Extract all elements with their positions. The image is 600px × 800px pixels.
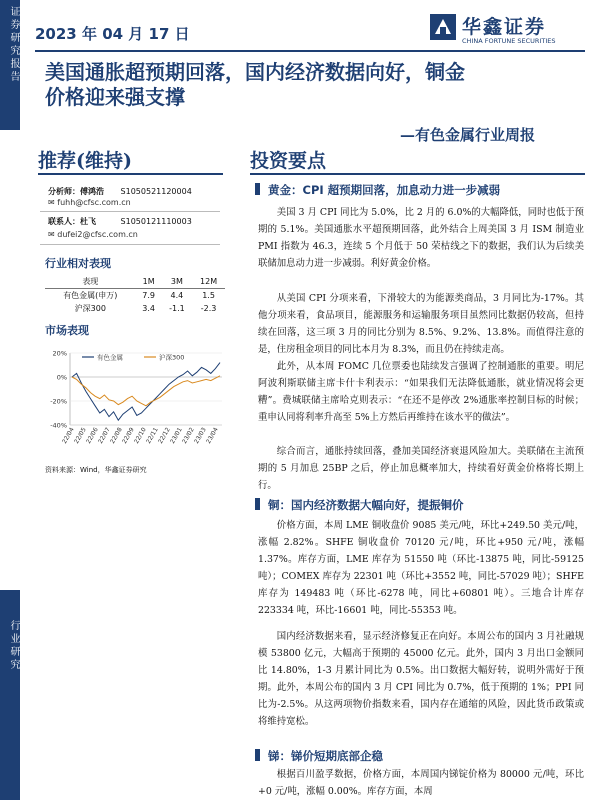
right-heading-divider	[250, 173, 585, 175]
paragraph: 根据百川盈孚数据，价格方面，本周国内锑锭价格为 80000 元/吨，环比+0 元/吨，涨幅 0.00%。库存方面，本周	[258, 769, 584, 797]
report-subtitle: —有色金属行业周报	[400, 126, 536, 144]
analyst-email	[48, 198, 131, 207]
paragraph: 价格方面，本周 LME 铜收盘价 9085 美元/吨，环比+249.50 美元/吨，涨幅 2.82%。SHFE 铜收盘价 70120 元/吨，环比+950 元/吨，涨幅 1.37%。库存方面，LME 库存为 51550 吨（环比-13875 吨，同比-59125 吨）；COMEX 库存为 22301 吨（环比+3552 吨，同比-57029 吨）；SHFE 库存为 149483 吨（环比-6278 吨，同比+60801 吨）。三地合计库存 223334 吨，环比-16601 吨，同比-55353 吨。	[258, 520, 584, 616]
contact-code: S1050121110003	[120, 217, 192, 226]
investment-highlights-heading: 投资要点	[250, 150, 327, 172]
paragraph: 综合而言，通胀持续回落，叠加美国经济衰退风险加大。美联储在主流预期的 5 月加息 25BP 之后，停止加息概率加大，持续看好黄金价格将长期上行。	[258, 446, 584, 491]
perf-col-header: 3M	[170, 277, 183, 286]
x-tick-label: 22/08	[109, 426, 124, 445]
legend-label: 有色金属	[97, 353, 123, 362]
perf-header-row	[45, 275, 225, 289]
paragraph: 从美国 CPI 分项来看，下滑较大的为能源类商品，3 月同比为-17%。其他分项来看，食品项目，能源服务和运输服务项目虽然同比数据仍较高，但持续在回落，这三项 3 月的同比分别为 8.5%、9.2%、13.8%。而值得注意的是，住房租金项目的同比本月为 8.3%，而且仍在持续走高。	[258, 293, 584, 355]
sidebar-top-band	[0, 0, 20, 130]
perf-col-header: 表现	[82, 277, 99, 286]
report-title	[45, 60, 575, 110]
series-line	[72, 363, 220, 421]
table-cell: 7.9	[136, 289, 162, 303]
y-tick-label: -20%	[50, 397, 67, 406]
x-tick-label: 22/11	[145, 426, 160, 445]
section-marker-icon	[255, 183, 260, 195]
y-tick-label: 20%	[52, 349, 67, 358]
perf-table	[45, 275, 225, 315]
logo-text-en: CHINA FORTUNE SECURITIES	[462, 37, 556, 45]
section-antimony-title-text: 锑：锑价短期底部企稳	[268, 749, 383, 763]
series-line	[72, 376, 220, 406]
market-title: 市场表现	[45, 324, 89, 337]
x-tick-label: 23/04	[205, 426, 220, 445]
x-tick-label: 22/05	[73, 426, 88, 445]
x-tick-label: 22/04	[61, 426, 76, 445]
paragraph: 国内经济数据来看，显示经济修复正在向好。本周公布的国内 3 月社融规模 53800 亿元，大幅高于预期的 45000 亿元。此外，国内 3 月出口金额同比 14.80%，1-3 月累计同比为 0.5%。出口数据大幅好转，说明外需好于预期。此外，本周公布的国内 3 月 CPI 同比为 0.7%，低于预期的 1%；PPI 同比为-2.5%。从这两项物价指数来看，国内存在通缩的风险，因此货币政策或将维持宽松。	[258, 631, 584, 727]
perf-col-header: 1M	[142, 277, 155, 286]
section-copper-title	[255, 497, 464, 513]
sidebar	[0, 0, 20, 800]
perf-title: 行业相对表现	[45, 257, 111, 270]
perf-col-header: 12M	[200, 277, 218, 286]
mail-icon: ✉	[48, 230, 55, 239]
table-row	[45, 302, 225, 315]
x-tick-label: 23/03	[193, 426, 208, 445]
mail-icon: ✉	[48, 198, 55, 207]
header-divider	[35, 50, 585, 52]
legend-label: 沪深300	[159, 353, 185, 362]
y-tick-label: -40%	[50, 421, 67, 430]
table-cell: 有色金属(申万)	[45, 289, 136, 303]
x-tick-label: 23/02	[181, 426, 196, 445]
report-date: 2023 年 04 月 17 日	[35, 25, 190, 43]
chart-source: 资料来源：Wind，华鑫证券研究	[45, 466, 147, 474]
table-cell: 4.4	[162, 289, 193, 303]
report-title-line1: 美国通胀超预期回落，国内经济数据向好，铜金	[45, 60, 465, 84]
contact-email	[48, 230, 138, 239]
x-tick-label: 22/09	[121, 426, 136, 445]
section-marker-icon	[255, 498, 260, 510]
table-cell: -2.3	[200, 304, 217, 313]
table-cell: 沪深300	[74, 304, 106, 313]
contact-email-text[interactable]: dufei2@cfsc.com.cn	[57, 230, 138, 239]
contact-name: 杜飞	[80, 217, 96, 226]
section-gold-title	[255, 182, 500, 198]
analyst-name: 傅鸿浩	[80, 187, 104, 196]
section-marker-icon	[255, 749, 260, 761]
contact-row	[48, 216, 192, 227]
sidebar-top-text: 证券研究报告	[8, 6, 19, 84]
x-tick-label: 22/10	[133, 426, 148, 445]
x-tick-label: 23/01	[169, 426, 184, 445]
logo-mark-icon	[430, 14, 456, 40]
x-tick-label: 22/06	[85, 426, 100, 445]
paragraph: 美国 3 月 CPI 同比为 5.0%，比 2 月的 6.0%的大幅降低，同时也低于预期的 5.1%。美国通胀水平超预期回落，此外结合上周美国 3 月 ISM 制造业 PMI 指数为 46.3，连续 5 个月低于 50 荣枯线之下的数据，我们认为后续美联储加息动力进一步减弱。利好黄金价格。	[258, 207, 584, 269]
analyst-divider	[40, 211, 220, 212]
table-row	[45, 289, 225, 303]
report-title-line2: 价格迎来强支撑	[45, 85, 185, 109]
sidebar-bottom-text: 行业研究	[8, 620, 19, 672]
analyst-row	[48, 186, 192, 197]
market-performance-chart	[42, 343, 227, 461]
left-heading-divider	[38, 173, 223, 175]
x-tick-label: 22/07	[97, 426, 112, 445]
contact-divider	[40, 244, 220, 245]
analyst-label: 分析师：	[48, 187, 80, 196]
table-cell: 3.4	[142, 304, 155, 313]
x-tick-label: 22/12	[157, 426, 172, 445]
contact-label: 联系人：	[48, 217, 80, 226]
section-antimony-title	[255, 748, 383, 764]
section-copper-title-text: 铜：国内经济数据大幅向好，提振铜价	[268, 498, 464, 512]
logo-text-cn: 华鑫证券	[462, 16, 547, 38]
rating-heading: 推荐(维持)	[38, 150, 132, 172]
company-logo	[430, 10, 580, 52]
table-cell: 1.5	[192, 289, 225, 303]
sidebar-bottom-band	[0, 590, 20, 800]
paragraph: 此外，从本周 FOMC 几位票委也陆续发言强调了控制通胀的重要。明尼阿波利斯联储主席卡什卡利表示：“如果我们无法降低通胀，就业情况将会更糟”。费城联储主席哈克则表示：“在还不是停改 2%通胀率控制目标的时候；重申认同将利率升高至 5%上方然后再维持在该水平的做法”。	[258, 361, 584, 423]
table-cell: -1.1	[169, 304, 185, 313]
analyst-code: S1050521120004	[120, 187, 192, 196]
section-gold-title-text: 黄金：CPI 超预期回落，加息动力进一步减弱	[268, 183, 501, 197]
analyst-email-text[interactable]: fuhh@cfsc.com.cn	[57, 198, 131, 207]
y-tick-label: 0%	[56, 373, 67, 382]
